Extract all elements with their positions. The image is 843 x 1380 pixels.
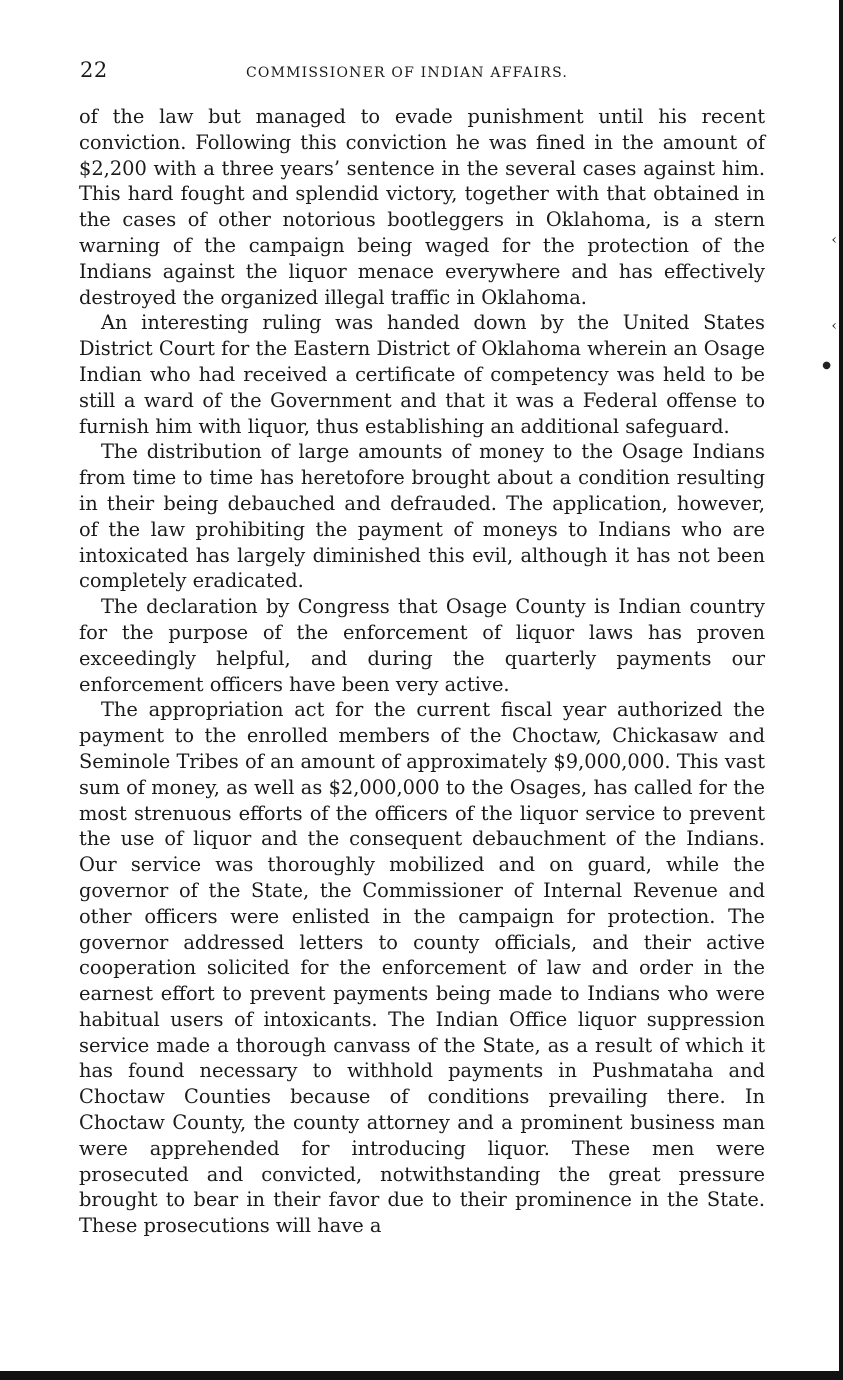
margin-dot: ● xyxy=(822,360,831,371)
page-number: 22 xyxy=(80,58,108,82)
body-text xyxy=(79,104,765,1239)
margin-mark: ‹ xyxy=(831,232,837,248)
page-edge-right xyxy=(839,0,843,1380)
page-edge-bottom xyxy=(0,1371,843,1380)
paragraph-osage-distribution: The distribution of large amounts of money to the Osage Indians from time to time has heretofore brought about a condition resulting in their being debauched and defrauded. The application, however, of the law prohibiting the payment of moneys to Indians who are intoxicated has largely diminished this evil, although it has not been completely eradicated. xyxy=(79,440,765,593)
margin-mark: ‹ xyxy=(831,318,837,334)
paragraph-court-ruling: An interesting ruling was handed down by the United States District Court for the Eastern District of Oklahoma wherein an Osage Indian who had received a certificate of competency was held to be still a ward of the Government and that it was a Federal offense to furnish him with liquor, thus establishing an additional safeguard. xyxy=(79,311,765,438)
page-header xyxy=(80,58,764,86)
running-head: COMMISSIONER OF INDIAN AFFAIRS. xyxy=(246,65,569,81)
paragraph-congress-declaration: The declaration by Congress that Osage County is Indian country for the purpose of the enforcement of liquor laws has proven exceedingly helpful, and during the quarterly payments our enforcement officers have been very active. xyxy=(79,595,765,696)
paragraph-continuation: of the law but managed to evade punishment until his recent conviction. Following this conviction he was fined in the amount of $2,200 with a three years’ sentence in the several cases against him. This hard fought and splendid victory, together with that obtained in the cases of other notorious bootleggers in Oklahoma, is a stern warning of the campaign being waged for the protection of the Indians against the liquor menace everywhere and has effectively destroyed the organized illegal traffic in Oklahoma. xyxy=(79,105,765,309)
paragraph-appropriation-act: The appropriation act for the current fiscal year authorized the payment to the enrolled members of the Choctaw, Chickasaw and Seminole Tribes of an amount of approximately $9,000,000. This vast sum of money, as well as $2,000,000 to the Osages, has called for the most strenuous efforts of the officers of the liquor service to prevent the use of liquor and the consequent debauchment of the Indians. Our service was thoroughly mobilized and on guard, while the governor of the State, the Commissioner of Internal Revenue and other officers were enlisted in the campaign for protection. The governor addressed letters to county officials, and their active cooperation solicited for the enforcement of law and order in the earnest effort to prevent payments being made to Indians who were habitual users of intoxicants. The Indian Office liquor suppression service made a thorough canvass of the State, as a result of which it has found necessary to withhold payments in Pushmataha and Choctaw Counties because of conditions prevailing there. In Choctaw County, the county attorney and a prominent business man were apprehended for introducing liquor. These men were prosecuted and convicted, notwithstanding the great pressure brought to bear in their favor due to their prominence in the State. These prosecutions will have a xyxy=(79,698,765,1238)
